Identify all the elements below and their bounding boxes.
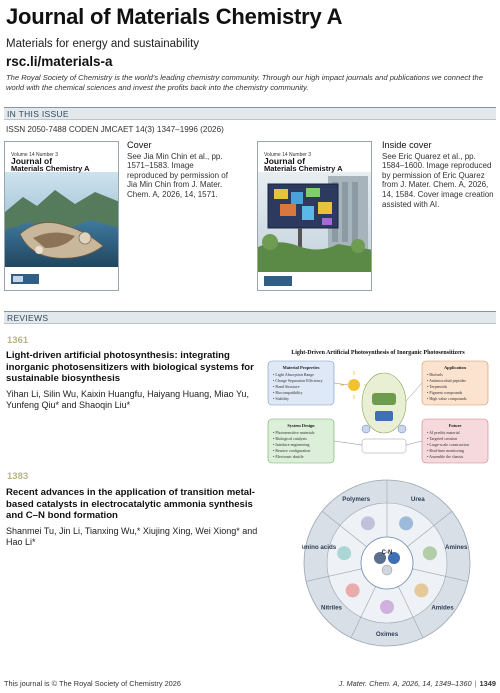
figure-title: Light-Driven Artificial Photosynthesis of Inorganic Photosensitizers	[291, 350, 465, 356]
svg-text:Materials Chemistry A: Materials Chemistry A	[264, 164, 343, 173]
wheel-segment-graphic	[414, 583, 428, 597]
inside-cover-credit: See Eric Quarez et al., pp. 1584–1600. Image reproduced by permission of Eric Quarez from J. Mater. Chem. A, 2026, 14, 1584. Cover image creation assisted with AI.	[382, 151, 494, 209]
in-this-issue-bar	[4, 107, 496, 120]
svg-text:Materials Chemistry A: Materials Chemistry A	[11, 164, 90, 173]
svg-text:Journal of: Journal of	[264, 156, 306, 166]
inside-cover-image[interactable]	[257, 141, 372, 291]
graphical-abstract-photosynthesis	[262, 345, 494, 465]
svg-text:Volume 14 Number 3: Volume 14 Number 3	[11, 152, 58, 158]
figure-box-item: • Large-scale construction	[427, 442, 469, 447]
figure-box-item: • Interface engineering	[273, 442, 310, 447]
article-authors: Yihan Li, Silin Wu, Kaixin Huangfu, Haiyang Huang, Miao Yu, Yunfeng Qiu* and Shaoqin Liu*	[6, 389, 249, 410]
figure-box-item: • Pigment compounds	[427, 390, 463, 395]
citation-text: J. Mater. Chem. A, 2026, 14, 1349–1360	[338, 679, 472, 688]
figure-box-item: • Reactor configuration	[273, 448, 311, 453]
figure-box-heading: Future	[448, 423, 462, 428]
figure-box-item: • Targeted creation	[427, 436, 458, 441]
svg-text:Volume 14 Number 3: Volume 14 Number 3	[264, 152, 311, 158]
article-authors: Shanmei Tu, Jin Li, Tianxing Wu,* Xiujing Xing, Wei Xiong* and Hao Li*	[6, 526, 258, 547]
figure-box-item: • Charge Separation Efficiency	[273, 378, 323, 383]
journal-title: Journal of Materials Chemistry A	[6, 4, 343, 29]
figure-box-heading: Application	[444, 365, 466, 370]
figure-box-item: • High value compounds	[427, 396, 467, 401]
figure-box-heading: Material Properties	[282, 365, 320, 370]
cover-label: Cover	[127, 140, 152, 150]
cover-credit: See Jia Min Chin et al., pp. 1571–1583. Image reproduced by permission of Jia Min Chin from J. Mater. Chem. A, 2026, 14, 1571.	[127, 151, 228, 199]
figure-box-item: • Terpenoids	[427, 384, 448, 389]
wheel-segment-graphic	[399, 516, 413, 530]
inside-cover-caption	[382, 141, 494, 209]
wheel-segment-graphic	[380, 600, 394, 614]
figure-box-item: • Electronic shuttle	[273, 454, 304, 459]
svg-text:Journal of: Journal of	[11, 156, 53, 166]
figure-box-heading: System Design	[287, 423, 315, 428]
figure-box-item: • Real-time monitoring	[427, 448, 464, 453]
figure-box-item: • Biofuels	[427, 372, 443, 377]
reviews-bar	[4, 311, 496, 324]
article-title[interactable]: Recent advances in the application of transition metal-based catalysts in electrocatalytic ammonia synthesis and C–N bond formation	[6, 487, 255, 522]
figure-box-item: • Light Absorption Range	[273, 372, 315, 377]
figure-box-item: • Photosensitive materials	[273, 430, 315, 435]
publisher-intro: The Royal Society of Chemistry is the world's leading chemistry community. Through our high impact journals and publications we connect the world with the chemical sciences and invest the profits back into the chemistry community.	[6, 73, 483, 92]
in-this-issue-heading: IN THIS ISSUE	[7, 109, 69, 119]
article-title[interactable]: Light-driven artificial photosynthesis: integrating inorganic photosensitizers with biological systems for sustainable biosynthesis	[6, 350, 254, 385]
reviews-heading: REVIEWS	[7, 313, 49, 323]
wheel-segment-label: Polymers	[342, 496, 371, 504]
cover-caption	[127, 141, 235, 200]
page-number: 1349	[479, 679, 496, 688]
article-page-number: 1361	[7, 335, 29, 346]
citation-footer: J. Mater. Chem. A, 2026, 14, 1349–1360 | 1349	[338, 679, 496, 688]
wheel-segment-graphic	[361, 516, 375, 530]
wheel-segment-label: Nitriles	[320, 604, 342, 612]
figure-box-item: • Biological catalysts	[273, 436, 307, 441]
cover-image[interactable]	[4, 141, 119, 291]
figure-box-item: • Biocompatibility	[273, 390, 303, 395]
journal-url[interactable]: rsc.li/materials-a	[6, 54, 113, 69]
figure-box-item: • Band Structure	[273, 384, 300, 389]
figure-box-item: • AI predict material	[427, 430, 460, 435]
wheel-segment-graphic	[337, 546, 351, 560]
figure-box-item: • Assemble the chassis	[427, 454, 464, 459]
graphical-abstract-cn-coupling	[302, 478, 472, 648]
figure-box-item: • Stability	[273, 396, 289, 401]
inside-cover-label: Inside cover	[382, 140, 432, 150]
wheel-segment-label: Amides	[431, 604, 454, 612]
journal-tagline: Materials for energy and sustainability	[6, 38, 200, 50]
wheel-segment-label: Amines	[445, 544, 468, 552]
wheel-segment-label: Oximes	[375, 631, 399, 638]
wheel-segment-graphic	[346, 583, 360, 597]
article-page-number: 1383	[7, 471, 29, 482]
figure-box-item: • Antimicrobial peptides	[427, 378, 466, 383]
wheel-segment-graphic	[423, 546, 437, 560]
wheel-segment-label: Amino acids	[302, 544, 337, 552]
wheel-center-label: C-N	[381, 550, 393, 556]
issn-line: ISSN 2050-7488 CODEN JMCAET 14(3) 1347–1996 (2026)	[6, 125, 224, 134]
copyright-footer: This journal is © The Royal Society of Chemistry 2026	[4, 679, 182, 688]
wheel-segment-label: Urea	[410, 496, 425, 504]
